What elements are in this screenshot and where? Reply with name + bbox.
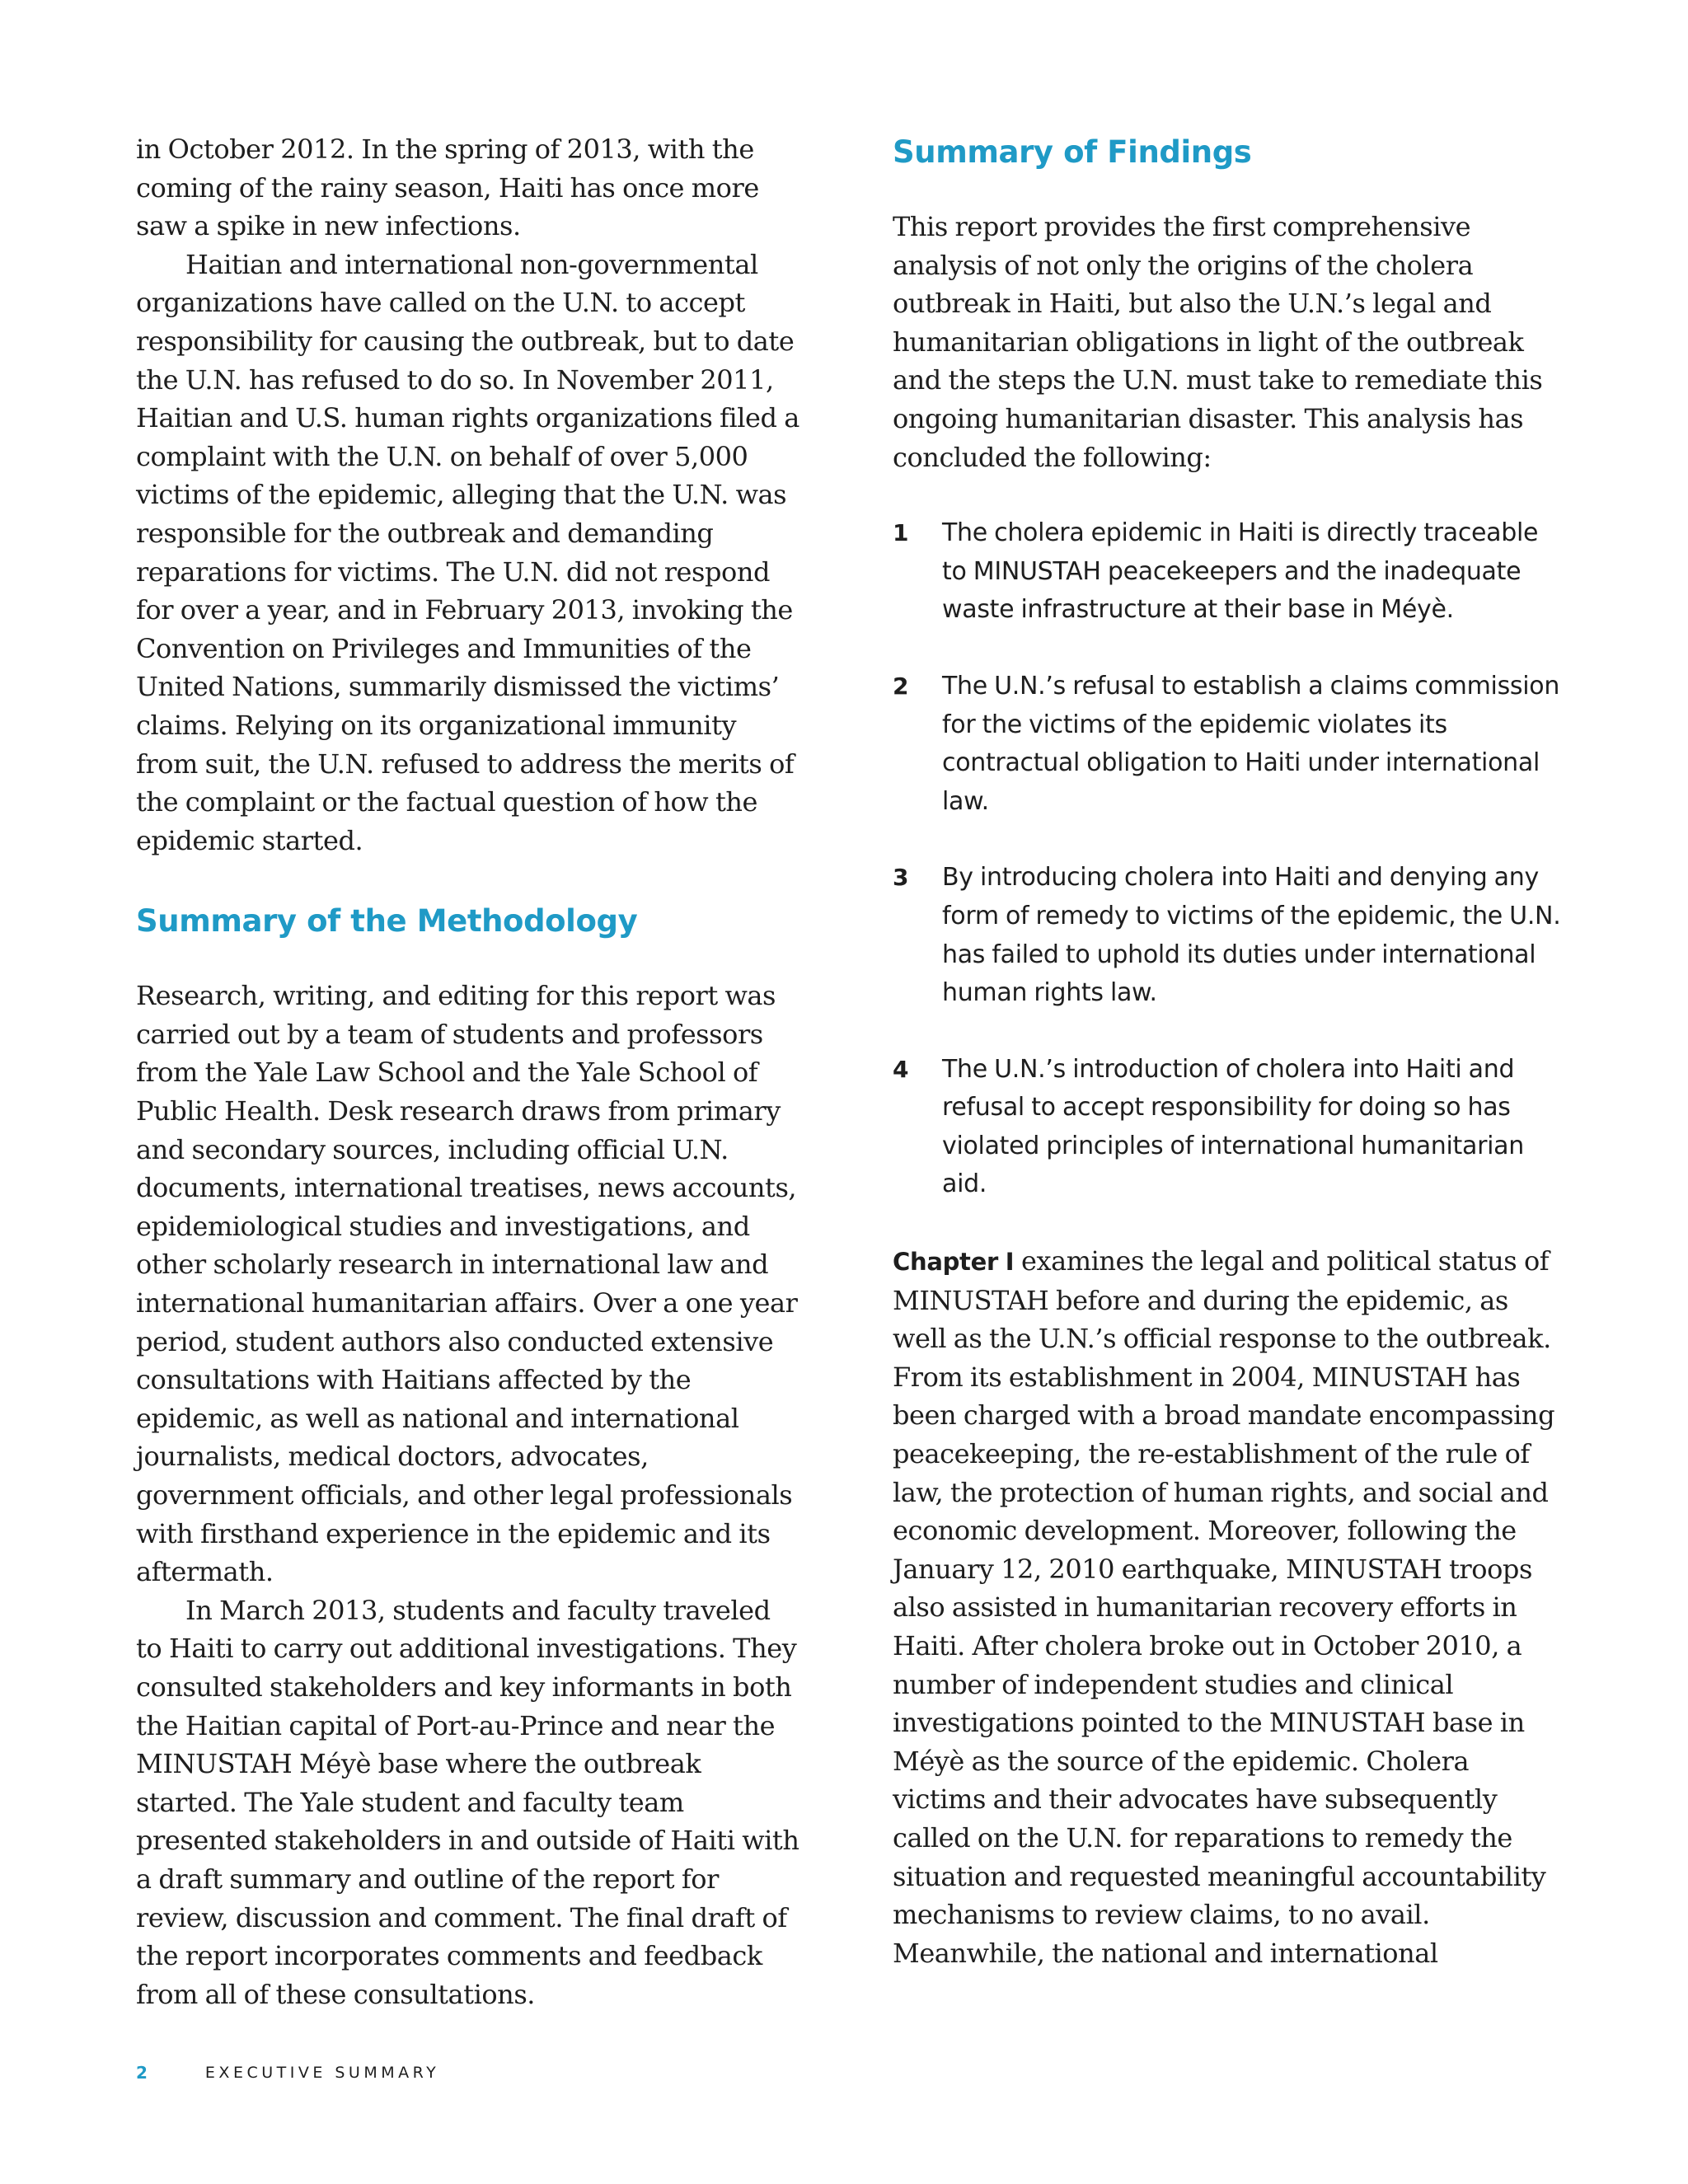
findings-intro: This report provides the first comprehensive analysis of not only the origins of the cholera outbreak in Haiti, but also the U.N.’s legal and humanitarian obligations in light of the outbreak and the steps the U.N. must take to remediate this ongoing humanitarian disaster. This analysis has concluded the following: bbox=[893, 211, 1543, 473]
chapter-paragraph bbox=[893, 1242, 1568, 1972]
body-paragraph: Research, writing, and editing for this report was carried out by a team of students and professors from the Yale Law School and the Yale School of Public Health. Desk research draws from primary and secondary sources, including official U.N. documents, international treatises, news accounts, epidemiological studies and investigations, and other scholarly research in international law and international humanitarian affairs. Over a one year period, student authors also conducted extensive consultations with Haitians affected by the epidemic, as well as national and international journalists, medical doctors, advocates, government officials, and other legal professionals with firsthand experience in the epidemic and its aftermath. bbox=[136, 980, 798, 1588]
right-column bbox=[893, 130, 1568, 1972]
finding-number: 3 bbox=[893, 864, 909, 892]
finding-text: By introducing cholera into Haiti and denying any form of remedy to victims of the epidemic, the U.N. has failed to uphold its duties under international human rights law. bbox=[942, 863, 1561, 1008]
running-title: EXECUTIVE SUMMARY bbox=[204, 2064, 440, 2082]
methodology-heading: Summary of the Methodology bbox=[136, 903, 638, 940]
finding-item bbox=[893, 514, 1568, 630]
chapter-text: examines the legal and political status of MINUSTAH before and during the epidemic, as well as the U.N.’s official response to the outbreak. From its establishment in 2004, MINUSTAH has been charged with a broad mandate encompassing peacekeeping, the re-establishment of the rule of law, the protection of human rights, and social and economic development. Moreover, following the January 12, 2010 earthquake, MINUSTAH troops also assisted in humanitarian recovery efforts in Haiti. After cholera broke out in October 2010, a number of independent studies and clinical investigations pointed to the MINUSTAH base in Méyè as the source of the epidemic. Cholera victims and their advocates have subsequently called on the U.N. for reparations to remedy the situation and requested meaningful accountability mechanisms to review claims, to no avail. Meanwhile, the national and international bbox=[893, 1245, 1555, 1969]
chapter-label: Chapter I bbox=[893, 1248, 1015, 1277]
findings-list bbox=[893, 514, 1568, 1204]
left-column bbox=[136, 130, 799, 2013]
finding-text: The U.N.’s introduction of cholera into Haiti and refusal to accept responsibility for doing so has violated principles of international humanitarian aid. bbox=[942, 1054, 1524, 1199]
finding-number: 4 bbox=[893, 1055, 909, 1083]
finding-item bbox=[893, 859, 1568, 1012]
finding-number: 1 bbox=[893, 519, 909, 547]
body-paragraph: In March 2013, students and faculty traveled to Haiti to carry out additional investigations. They consulted stakeholders and key informants in both the Haitian capital of Port-au-Prince and near the MINUSTAH Méyè base where the outbreak started. The Yale student and faculty team presented stakeholders in and outside of Haiti with a draft summary and outline of the report for review, discussion and comment. The final draft of the report incorporates comments and feedback from all of these consultations. bbox=[136, 1594, 799, 2010]
finding-item bbox=[893, 1051, 1568, 1204]
finding-item bbox=[893, 668, 1568, 821]
page-number: 2 bbox=[136, 2063, 148, 2083]
finding-text: The U.N.’s refusal to establish a claims commission for the victims of the epidemic violates its contractual obligation to Haiti under international law. bbox=[942, 671, 1560, 816]
body-paragraph: in October 2012. In the spring of 2013, with the coming of the rainy season, Haiti has once more saw a spike in new infections. bbox=[136, 134, 759, 242]
finding-number: 2 bbox=[893, 672, 909, 700]
body-paragraph: Haitian and international non-governmental organizations have called on the U.N. to accept responsibility for causing the outbreak, but to date the U.N. has refused to do so. In November 2011, Haitian and U.S. human rights organizations filed a complaint with the U.N. on behalf of over 5,000 victims of the epidemic, alleging that the U.N. was responsible for the outbreak and demanding reparations for victims. The U.N. did not respond for over a year, and in February 2013, invoking the Convention on Privileges and Immunities of the United Nations, summarily dismissed the victims’ claims. Relying on its organizational immunity from suit, the U.N. refused to address the merits of the complaint or the factual question of how the epidemic started. bbox=[136, 248, 799, 856]
page-footer bbox=[136, 2062, 439, 2083]
finding-text: The cholera epidemic in Haiti is directly traceable to MINUSTAH peacekeepers and the inadequate waste infrastructure at their base in Méyè. bbox=[942, 518, 1539, 625]
findings-heading: Summary of Findings bbox=[893, 134, 1252, 170]
